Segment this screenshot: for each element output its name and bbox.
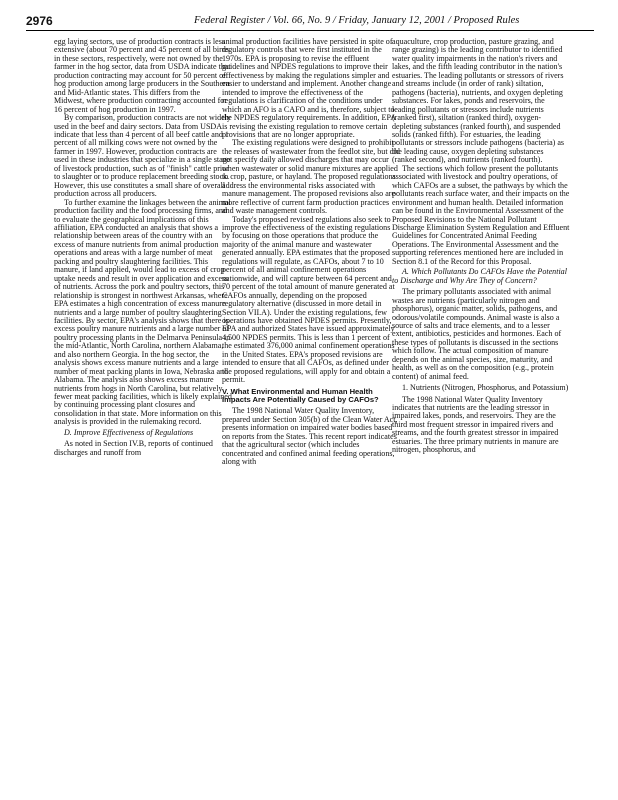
column-3 xyxy=(392,38,570,455)
paragraph: The 1998 National Water Quality Inventory indicates that nutrients are the leading stressor in impaired lakes, ponds, and reservoirs. They are the third most frequent stressor in impaired rivers and streams, and the fourth greatest stressor in impaired estuaries. The three primary nutrients in manure are nitrogen, phosphorus, and xyxy=(392,394,559,455)
paragraph: Today's proposed revised regulations also seek to improve the effectiveness of the existing regulations by focusing on those operations that produce the majority of the animal manure and wastewater generated annually. EPA estimates that the proposed regulations will regulate, as CAFOs, about 7 to 10 percent of all animal confinement operations nationwide, and will capture between 64 percent and 70 percent of the total amount of manure generated at CAFOs annually, depending on the proposed regulatory alternative (discussed in more detail in Section VII.A). Under the existing regulations, few operations have obtained NPDES permits. Presently, EPA and authorized States have issued approximately 4,500 NPDES permits. This is less than 1 percent of the estimated 376,000 animal confinement operations in the United States. EPA's proposed revisions are intended to ensure that all CAFOs, as defined under the proposed regulations, will apply for and obtain a permit. xyxy=(222,214,395,385)
paragraph: To further examine the linkages between the animal production facility and the food processing firms, and to evaluate the geographical implications of this affiliation, EPA conducted an analysis that shows a relationship between areas of the country with an excess of manure nutrients from animal production operations and areas with a large number of meat packing and poultry slaughtering facilities. This manure, if land applied, would lead to excess of crop uptake needs and result in over application and excess of nutrients. Across the pork and poultry sectors, this relationship is strongest in northwest Arkansas, where EPA estimates a high concentration of excess manure nutrients and a large number of poultry slaughtering facilities. By sector, EPA's analysis shows that there is excess poultry manure nutrients and a large number of poultry processing plants in the Delmarva Peninsula in the mid-Atlantic, North Carolina, northern Alabama, and also northern Georgia. In the hog sector, the analysis shows excess manure nutrients and a large number of meat packing plants in Iowa, Nebraska and Alabama. The analysis also shows excess manure nutrients from hogs in North Carolina, but relatively fewer meat packing facilities, which is likely explained by continuing processing plant closures and consolidation in that state. More information on this analysis is provided in the rulemaking record. xyxy=(54,197,232,427)
paragraph: egg laying sectors, use of production contracts is less extensive (about 70 percent and 45 percent of all birds in these sectors, respectively, were not owned by the farmer in the hog sector, data from USDA indicate that production contracting may account for 50 percent of hog production among large producers in the Southern and Mid-Atlantic states. This differs from the Midwest, where production contracting accounted for 16 percent of hog production in 1997. xyxy=(54,37,231,114)
section-heading: V. What Environmental and Human Health Impacts Are Potentially Caused by CAFOs? xyxy=(222,386,379,404)
page-number: 2976 xyxy=(26,14,53,28)
paragraph: animal production facilities have persisted in spite of regulatory controls that were first instituted in the 1970s. EPA is proposing to revise the effluent guidelines and NPDES regulations to improve their effectiveness by making the regulations simpler and easier to understand and implement. Another change intended to improve the effectiveness of the regulations is clarification of the conditions under which an AFO is a CAFO and is, therefore, subject to the NPDES regulatory requirements. In addition, EPA is revising the existing regulation to remove certain provisions that are no longer appropriate. xyxy=(222,37,396,139)
column-1 xyxy=(54,38,232,457)
paragraph: The existing regulations were designed to prohibit the releases of wastewater from the feedlot site, but did not specify daily allowed discharges that may occur when wastewater or solid manure mixtures are applied to crop, pasture, or hayland. The proposed regulations address the environmental risks associated with manure management. The proposed revisions also are more reflective of current farm production practices and waste management controls. xyxy=(222,138,400,216)
section-subheading: D. Improve Effectiveness of Regulations xyxy=(64,427,194,437)
numbered-subheading: 1. Nutrients (Nitrogen, Phosphorus, and Potassium) xyxy=(402,383,569,393)
column-2 xyxy=(222,38,400,467)
paragraph: The sections which follow present the pollutants associated with livestock and poultry operations, of which CAFOs are a subset, the pathways by which the pollutants reach surface water, and their impacts on the environment and human health. Detailed information can be found in the Environmental Assessment of the Proposed Revisions to the National Pollutant Discharge Elimination System Regulation and Effluent Guidelines for Concentrated Animal Feeding Operations. The Environmental Assessment and the supporting references mentioned here are included in Section 8.1 of the Record for this Proposal. xyxy=(392,163,570,266)
page-header xyxy=(26,14,594,31)
paragraph: The primary pollutants associated with animal wastes are nutrients (particularly nitrogen and phosphorus), organic matter, solids, pathogens, and odorous/volatile compounds. Animal waste is also a source of salts and trace elements, and to a lesser extent, antibiotics, pesticides and hormones. Each of these types of pollutants is discussed in the sections which follow. The actual composition of manure depends on the animal species, size, maturity, and health, as well as on the composition (e.g., protein content) of animal feed. xyxy=(392,287,562,381)
paragraph: The 1998 National Water Quality Inventory, prepared under Section 305(b) of the Clean Water Act, presents information on impaired water bodies based on reports from the States. This recent report indicates that the agricultural sector (which includes concentrated and confined animal feeding operations, along with xyxy=(222,406,398,467)
running-head: Federal Register / Vol. 66, No. 9 / Friday, January 12, 2001 / Proposed Rules xyxy=(194,15,520,26)
paragraph: By comparison, production contracts are not widely used in the beef and dairy sectors. Data from USDA indicate that less than 4 percent of all beef cattle and 1 percent of all milking cows were not owned by the farmer in 1997. However, production contracts are used in these industries that specialize in a single stage of livestock production, such as of "finish" cattle prior to slaughter or to produce replacement breeding stock. However, this use constitutes a small share of overall production across all producers. xyxy=(54,113,231,199)
paragraph: aquaculture, crop production, pasture grazing, and range grazing) is the leading contributor to identified water quality impairments in the nation's rivers and lakes, and the fifth leading contributor in the nation's estuaries. The leading pollutants or stressors of rivers and streams include (in order of rank) siltation, pathogens (bacteria), nutrients, and oxygen depleting substances. For lakes, ponds and reservoirs, the leading pollutants or stressors include nutrients (ranked first), siltation (ranked third), oxygen-depleting substances (ranked fourth), and suspended solids (ranked fifth). For estuaries, the leading pollutants or stressors include pathogens (bacteria) as the leading cause, oxygen depleting substances (ranked second), and nutrients (ranked fourth). xyxy=(392,37,565,165)
section-subheading: A. Which Pollutants Do CAFOs Have the Potential to Discharge and Why Are They of Concern? xyxy=(392,267,567,285)
paragraph: As noted in Section IV.B, reports of continued discharges and runoff from xyxy=(54,439,213,457)
